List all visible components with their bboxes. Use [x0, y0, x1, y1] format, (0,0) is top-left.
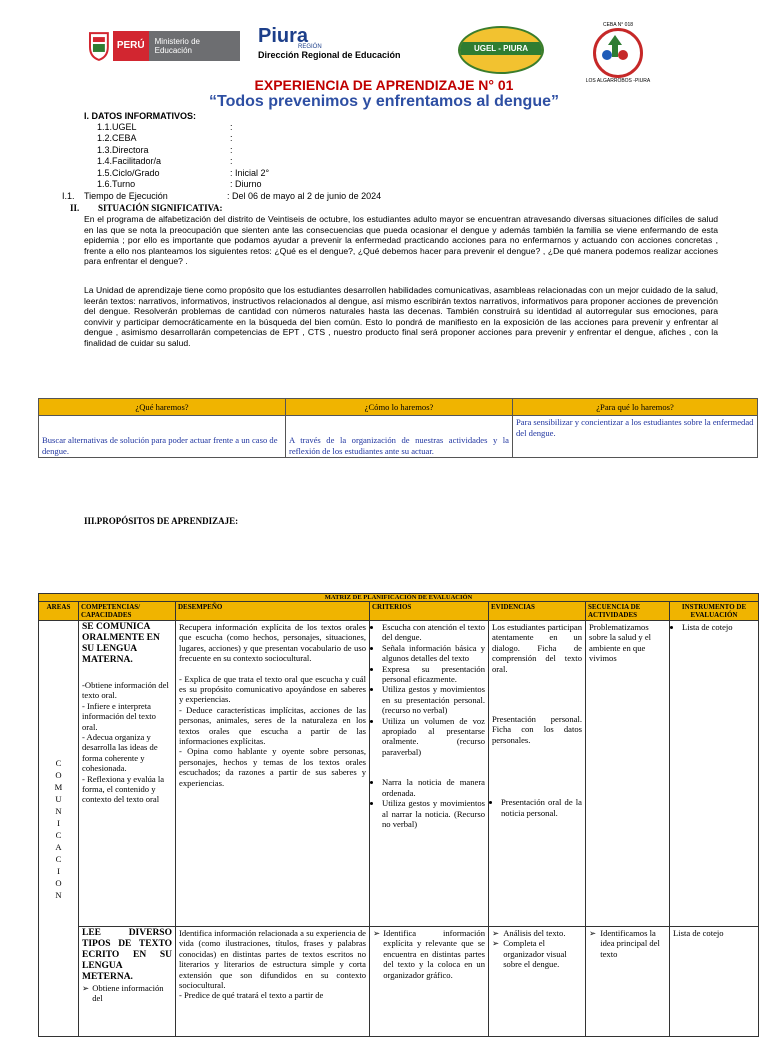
desempeno-item: - Explica de que trata el texto oral que escucha y cuál es su propósito comunicativo apoyándose en saberes y experiencias. [179, 673, 366, 705]
datos-heading: I. DATOS INFORMATIVOS: [84, 111, 196, 121]
areas-header: AREAS [39, 602, 79, 621]
peru-ministry-logo [88, 27, 240, 65]
datos-row [97, 122, 269, 133]
arrow-bullet-icon: ➢ [82, 983, 90, 993]
datos-row [97, 133, 269, 144]
criterio-item: • Utiliza gestos y movimientos en su presentación personal. (recurso no verbal) [382, 684, 485, 715]
evidencia-item: Los estudiantes participan atentamente en un dialogo. Ficha de comprensión del texto oral. [492, 622, 582, 674]
datos-value: : Inicial 2° [230, 167, 270, 178]
datos-label: Facilitador/a [112, 156, 162, 167]
que-haremos-table [38, 398, 758, 458]
que-header: ¿Qué haremos? [39, 399, 286, 416]
desempeno-cell-2 [176, 927, 370, 1037]
area-comunicacion [39, 621, 79, 1037]
desempeno-item: Identifica información relacionada a su experiencia de vida (como ilustraciones, títulos, frases y palabras conocidas) en distintas partes de textos escritos no literarios y literarios de estructura simple y corta extensión que son difundidos en su contexto sociocultural. [179, 928, 366, 991]
datos-value: : [230, 156, 233, 167]
situacion-paragraph-2: La Unidad de aprendizaje tiene como propósito que los estudiantes desarrollen habilidades comunicativas, asambleas relacionadas con un mejor cuidado de la salud, leerán textos: narrativos, informativos, instructivos relacionados al dengue, así mismo escribirán textos narrativos, informativos para proponer acciones de prevención del dengue. Resolverán problemas de cantidad con números naturales hasta las decenas. También construirá su identidad al autorregular sus emociones, para convivir y participar democráticamente en la búsqueda del bien común. Esto lo pondrá de manifiesto en la exposición de las acciones para prevenir y enfrentar al dengue , asimismo desarrollarán competencias de EPT , CTS , nuestro producto final será proponer acciones para prevenir y enfrentar el dengue, afiches , con la finalidad de cuidar su salud. [84, 285, 718, 348]
para-cell: Para sensibilizar y concientizar a los estudiantes sobre la enfermedad del dengue. [513, 416, 758, 458]
desempeno-cell-1 [176, 621, 370, 927]
secuencia-cell-2 [586, 927, 670, 1037]
ministry-label: Ministerio de Educación [149, 31, 240, 61]
tiempo-row [62, 191, 381, 201]
datos-num: 1.5. [97, 167, 113, 178]
arrow-bullet-icon: ➢ [589, 928, 597, 938]
criterio-item: • Utiliza gestos y movimientos al narrar la noticia. (Recurso no verbal) [382, 798, 485, 829]
criterio-item: • Escucha con atención el texto del dengue. [382, 622, 485, 643]
competencias-header: COMPETENCIAS/ CAPACIDADES [79, 602, 176, 621]
evidencia-item: ➢ Análisis del texto. [492, 928, 566, 938]
datos-value: : [230, 144, 233, 155]
criterios-cell-2 [370, 927, 489, 1037]
tiempo-label: Tiempo de Ejecución [84, 191, 168, 201]
como-header: ¿Cómo lo haremos? [286, 399, 513, 416]
datos-row [97, 168, 269, 179]
datos-num: 1.6. [97, 179, 113, 190]
criterio-item: ➢ Identifica información explícita y relevante que se encuentra en distintas partes del texto y la coloca en un organizador gráfico. [373, 928, 485, 980]
que-cell: Buscar alternativas de solución para poder actuar frente a un caso de dengue. [39, 416, 286, 458]
instrumento-cell-1 [670, 621, 759, 927]
peru-label: PERÚ [113, 31, 149, 61]
situacion-paragraph-1: En el programa de alfabetización del distrito de Veintiseis de octubre, los estudiantes adulto mayor se encuentran atravesando diversas situaciones difíciles de salud en las que se nota la preocupación que sienten ante las consecuencias que pueda ocasionar el dengue y además también la familia se viene enfermando de esta epidemia ; por ello es importante que podamos ayudar a prevenir la enfermedad practicando acciones para no enfermarnos y actuando con acciones concretas , frente a ello nos planteamos los siguientes retos: ¿Qué es el dengue?, ¿Qué debemos hacer para prevenir el dengue? , ¿De qué manera podemos realizar acciones para enfrentar el dengue? . [84, 214, 718, 267]
page-title: EXPERIENCIA DE APRENDIZAJE N° 01 [254, 77, 514, 93]
capacidad-item: - Reflexiona y evalúa la forma, el contenido y contexto del texto oral [82, 773, 165, 805]
datos-value: : [230, 133, 233, 144]
competencia-cell-2 [79, 927, 176, 1037]
desempeno-item: Recupera información explícita de los textos orales que escucha (como hechos, personajes, situaciones, lugares, acciones) y que presentan vocabulario de uso frecuente en su contexto sociocultural. [179, 622, 366, 664]
evidencias-header: EVIDENCIAS [489, 602, 586, 621]
instrumento-item: • Lista de cotejo [682, 622, 755, 632]
dre-label: Dirección Regional de Educación [258, 50, 401, 60]
datos-label: Turno [112, 179, 136, 190]
criterios-header: CRITERIOS [370, 602, 489, 621]
piura-word: Piura [258, 25, 309, 47]
secuencia-item: Identificamos la idea principal del texto [600, 928, 660, 959]
evidencia-item: Presentación personal. Ficha con los datos personales. [492, 714, 582, 745]
criterio-item: • Utiliza un volumen de voz apropiado al presentarse oralmente. (recurso paraverbal) [382, 716, 485, 758]
capacidad-item: -Obtiene información del texto oral. [82, 680, 169, 701]
competencia-title: LEE DIVERSO TIPOS DE TEXTO ECRITO EN SU LENGUA METERNA. [82, 928, 172, 982]
criterios-list-a [373, 622, 485, 757]
desempeno-item: - Deduce características implícitas, acciones de las personas, animales, seres de la naturaleza en los textos orales que escucha a partir de las informaciones explícitas. [179, 704, 366, 747]
criterio-item: • Narra la noticia de manera ordenada. [382, 777, 485, 798]
ugel-logo [458, 26, 544, 74]
ceba-top-label: CEBA N° 018 [602, 22, 634, 28]
datos-row [97, 145, 269, 156]
competencia-cell-1 [79, 621, 176, 927]
area-letter: A [55, 841, 62, 852]
area-letter: C [55, 829, 62, 840]
ceba-bottom-label: LOS ALGARROBOS -PIURA [585, 78, 651, 84]
tiempo-value: : Del 06 de mayo al 2 de junio de 2024 [227, 191, 382, 201]
page-subtitle: “Todos prevenimos y enfrentamos al dengue” [209, 93, 559, 110]
area-letter: O [55, 877, 62, 888]
matriz-title: MATRIZ DE PLANIFICACIÓN DE EVALUACIÓN [39, 594, 759, 602]
secuencia-header: SECUENCIA DE ACTIVIDADES [586, 602, 670, 621]
arrow-bullet-icon: ➢ [492, 928, 500, 938]
datos-num: 1.2. [97, 133, 113, 144]
criterio-item: • Expresa su presentación personal eficazmente. [382, 664, 485, 685]
area-letter: C [55, 853, 62, 864]
situacion-heading: SITUACIÓN SIGNIFICATIVA: [98, 203, 223, 213]
piura-region-logo [258, 26, 428, 68]
piura-region-label: REGIÓN [298, 44, 322, 50]
instrumento-cell-2: Lista de cotejo [670, 927, 759, 1037]
datos-num: 1.4. [97, 156, 113, 167]
evidencias-cell-1 [489, 621, 586, 927]
datos-value: : [230, 122, 233, 132]
area-letter: I [57, 817, 60, 828]
evidencia-item: • Presentación oral de la noticia personal. [501, 797, 582, 818]
datos-label: CEBA [112, 133, 137, 144]
capacidad-item: - Adecua organiza y desarrolla las ideas de forma coherente y cohesionada. [82, 732, 158, 774]
secuencia-cell-1: Problematizamos sobre la salud y el ambiente en que vivimos [586, 621, 670, 927]
ceba-emblem-icon [593, 28, 643, 78]
capacidad-item: ➢ Obtiene información del [82, 983, 164, 1004]
datos-value: : Diurno [230, 179, 262, 190]
datos-row [97, 156, 269, 167]
area-letter: I [57, 865, 60, 876]
area-letter: U [55, 793, 62, 804]
datos-label: Ciclo/Grado [112, 167, 160, 178]
ceba-logo [578, 22, 658, 84]
arrow-bullet-icon: ➢ [373, 928, 381, 938]
area-letter: O [55, 769, 62, 780]
tiempo-num: I.1. [62, 191, 75, 201]
matriz-table [38, 593, 759, 1037]
criterios-cell-1 [370, 621, 489, 927]
datos-label: UGEL [112, 122, 137, 132]
datos-num: 1.3. [97, 144, 113, 155]
datos-label: Directora [112, 144, 149, 155]
propositos-heading: III.PROPÓSITOS DE APRENDIZAJE: [84, 516, 239, 526]
instrumento-header: INSTRUMENTO DE EVALUACIÓN [670, 602, 759, 621]
para-header: ¿Para qué lo haremos? [513, 399, 758, 416]
datos-row [97, 179, 269, 190]
area-letter: N [55, 805, 62, 816]
desempeno-item: - Opina como hablante y oyente sobre personas, personajes, hechos y temas de los textos orales escuchados; da razones a partir de sus saberes y experiencias. [179, 746, 366, 788]
criterio-item: • Señala información básica y algunos detalles del texto [382, 643, 485, 664]
desempeno-header: DESEMPEÑO [176, 602, 370, 621]
competencia-title: SE COMUNICA ORALMENTE EN SU LENGUA MATERNA. [82, 622, 160, 665]
situacion-num: II. [70, 203, 80, 213]
area-letter: M [54, 781, 63, 792]
area-letter: C [55, 757, 62, 768]
ugel-label: UGEL - PIURA [460, 42, 542, 55]
area-letter: N [55, 889, 62, 900]
criterios-list-b [373, 777, 485, 829]
peru-shield-icon [88, 31, 110, 61]
evidencias-cell-2 [489, 927, 586, 1037]
arrow-bullet-icon: ➢ [492, 938, 500, 949]
datos-num: 1.1. [97, 122, 113, 132]
datos-list [97, 122, 269, 190]
evidencia-item: ➢ Completa el organizador visual sobre el dengue. [492, 938, 567, 970]
desempeno-item: - Predice de qué tratará el texto a partir de [179, 990, 324, 1001]
situacion-heading-row [70, 203, 222, 213]
como-cell: A través de la organización de nuestras actividades y la reflexión de los estudiantes ante su actuar. [286, 416, 513, 458]
capacidad-item: - Infiere e interpreta información del texto oral. [82, 700, 156, 732]
